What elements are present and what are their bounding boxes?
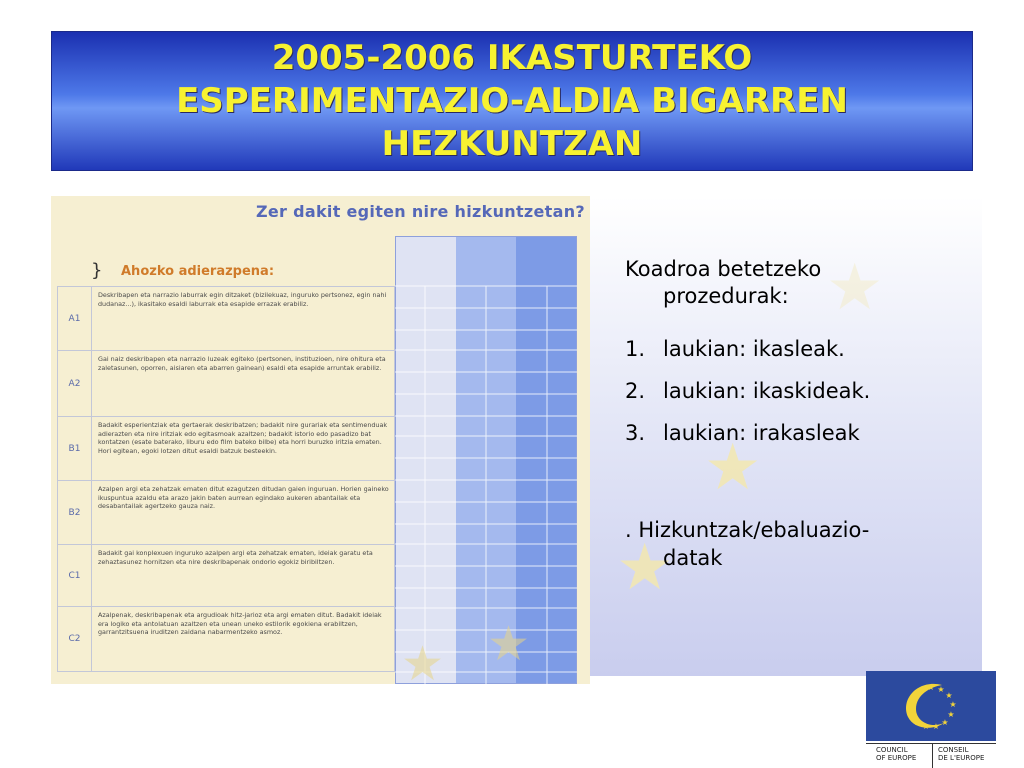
worksheet-heading: Zer dakit egiten nire hizkuntzetan?	[256, 202, 585, 221]
svg-text:★: ★	[922, 722, 930, 731]
level-description: Deskribapen eta narrazio laburrak egin ditzaket (bizilekuaz, inguruko pertsonez, egin nahi dudanaz...), ikasitako esaldi laburrak eta esapide errazak erabiliz.	[98, 291, 387, 308]
worksheet-row	[57, 416, 395, 480]
procedure-step	[625, 420, 945, 462]
svg-text:★: ★	[947, 710, 955, 719]
procedure-intro-line2: prozedurak:	[663, 284, 789, 308]
svg-text:★: ★	[932, 722, 940, 731]
procedure-note	[625, 516, 945, 572]
svg-text:★: ★	[913, 718, 921, 727]
step-text: laukian: irakasleak	[663, 421, 860, 445]
worksheet-subheading: Ahozko adierazpena:	[121, 264, 275, 279]
title-line-2: ESPERIMENTAZIO-ALDIA BIGARREN	[176, 81, 848, 121]
brace-icon: }	[91, 260, 103, 281]
slide-title	[51, 37, 973, 166]
title-banner	[51, 31, 973, 171]
level-label: A2	[58, 351, 92, 416]
background-star-icon: ★	[826, 251, 884, 325]
logo-text: CONSEIL	[938, 746, 969, 754]
procedure-intro	[625, 256, 925, 310]
svg-text:★: ★	[912, 691, 920, 700]
level-description: Azalpenak, deskribapenak eta argudioak hitz-jarioz eta argi ematen ditut. Badakit ideiak era logiko eta antolatuan azaltzen eta unean uneko estilorik egokiena erabiltzen, garrantzitsuena iruditzen zaidana nabarmentzeko asmoz.	[98, 611, 382, 637]
svg-text:★: ★	[908, 710, 916, 719]
procedure-note-line2: datak	[663, 546, 723, 570]
svg-text:★: ★	[945, 691, 953, 700]
logo-text: DE L'EUROPE	[938, 754, 985, 762]
step-text: laukian: ikasleak.	[663, 337, 845, 361]
step-number: 1.	[625, 337, 646, 361]
logo-text: OF EUROPE	[876, 754, 917, 762]
logo-text: COUNCIL	[876, 746, 908, 754]
step-text: laukian: ikaskideak.	[663, 379, 871, 403]
level-description: Badakit esperientziak eta gertaerak deskribatzen; badakit nire gurariak eta sentimenduak adierazten eta nire iritziak edo egitasmoak azaltzen; badakit istorio edo pasadizo bat kontatzen (esate baterako, liburu edo film bateko bilbe) eta horri buruzko iritzia ematen. Hori egitean, egoki lotzen ditut esaldi batzuk besteekin.	[98, 421, 388, 455]
level-label: C2	[58, 607, 92, 671]
level-label: B2	[58, 481, 92, 544]
worksheet-row	[57, 480, 395, 544]
self-assessment-worksheet-image	[51, 196, 590, 684]
worksheet-row	[57, 606, 395, 672]
level-description: Badakit gai konplexuen inguruko azalpen argi eta zehatzak ematen, ideiak garatu eta zehaztasunez hornitzen eta nire deskribapenak ondorio egokiz biribiltzen.	[98, 549, 373, 566]
worksheet-row	[57, 350, 395, 416]
step-number: 2.	[625, 379, 646, 403]
council-of-europe-name-en	[876, 746, 916, 762]
procedure-step	[625, 336, 945, 378]
level-description: Gai naiz deskribapen eta narrazio luzeak egiteko (pertsonen, instituzioen, nire ohitura eta zaletasunen, oporren, aisiaren eta abarren gainean) esaldi eta esapide arruntak erabiliz.	[98, 355, 386, 372]
step-number: 3.	[625, 421, 646, 445]
council-of-europe-emblem-icon	[866, 671, 996, 741]
procedure-intro-line1: Koadroa betetzeko	[625, 257, 822, 281]
procedure-step	[625, 378, 945, 420]
level-label: C1	[58, 545, 92, 606]
title-line-3: HEZKUNTZAN	[381, 124, 643, 164]
background-star-icon: ★	[401, 636, 445, 684]
title-line-1: 2005-2006 IKASTURTEKO	[271, 38, 753, 78]
svg-text:★: ★	[927, 683, 935, 692]
background-star-icon: ★	[616, 531, 674, 605]
level-description: Azalpen argi eta zehatzak ematen ditut ezagutzen ditudan gaien inguruan. Horien gaineko ikuspuntua azaldu eta arazo jakin baten aurrean egindako aukeren abantailak eta desabantailak agertzeko gauza naiz.	[98, 485, 389, 511]
svg-text:★: ★	[949, 700, 957, 709]
council-of-europe-logo	[866, 671, 996, 768]
procedure-note-line1: . Hizkuntzak/ebaluazio-	[625, 518, 870, 542]
worksheet-row	[57, 286, 395, 350]
svg-text:★: ★	[906, 700, 914, 709]
background-star-icon: ★	[704, 431, 762, 505]
svg-text:★: ★	[941, 718, 949, 727]
level-label: A1	[58, 287, 92, 350]
procedure-steps-list	[625, 336, 945, 462]
background-star-icon: ★	[487, 616, 531, 672]
level-label: B1	[58, 417, 92, 480]
assessment-checkbox-grid	[395, 236, 577, 684]
council-of-europe-name-fr	[938, 746, 984, 762]
worksheet-row	[57, 544, 395, 606]
svg-text:★: ★	[937, 685, 945, 694]
